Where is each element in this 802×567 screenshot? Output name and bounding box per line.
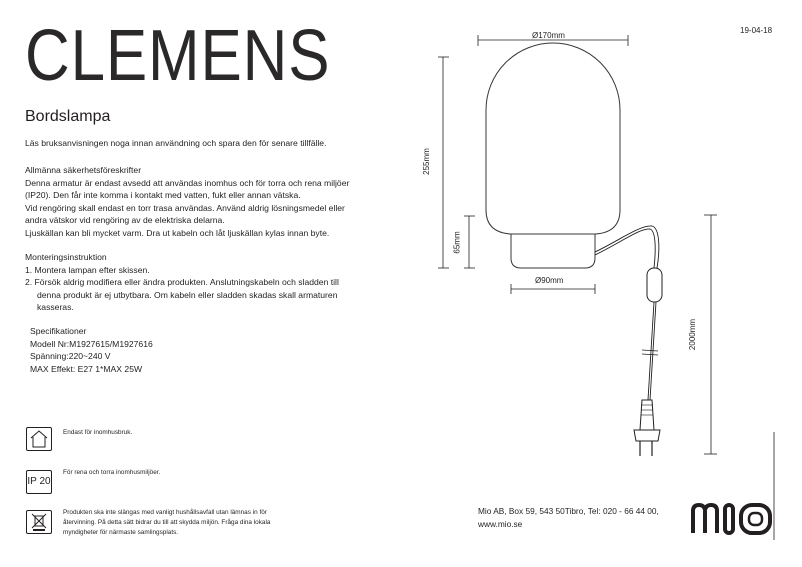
dim-label-base-width: Ø90mm bbox=[535, 276, 564, 285]
safety-line: Vid rengöring skall endast en torr trasa användas. Använd aldrig lösningsmedel eller bbox=[25, 202, 345, 213]
ip20-badge: IP 20 bbox=[26, 470, 52, 494]
cord-switch bbox=[647, 268, 662, 302]
specs-model: Modell Nr:M1927615/M1927616 bbox=[30, 338, 153, 349]
company-website: www.mio.se bbox=[478, 519, 523, 529]
mounting-step-1: 1. Montera lampan efter skissen. bbox=[25, 264, 150, 275]
mounting-step-2: 2. Försök aldrig modifiera eller ändra produkten. Anslutningskabeln och sladden till bbox=[25, 277, 339, 288]
dim-label-top-width: Ø170mm bbox=[532, 31, 565, 40]
product-subtitle: Bordslampa bbox=[25, 108, 111, 125]
brand-title: CLEMENS bbox=[25, 16, 331, 96]
mounting-heading: Monteringsinstruktion bbox=[25, 252, 107, 262]
document-date: 19-04-18 bbox=[740, 26, 773, 35]
safety-line: Ljuskällan kan bli mycket varm. Dra ut kabeln och låt ljuskällan kylas innan byte. bbox=[25, 227, 330, 238]
specs-effect: MAX Effekt: E27 1*MAX 25W bbox=[30, 363, 143, 374]
lamp-base-shape bbox=[511, 234, 595, 268]
company-info bbox=[478, 505, 659, 531]
specs-voltage: Spänning:220~240 V bbox=[30, 351, 111, 362]
weee-line: Produkten ska inte slängas med vanligt hushållsavfall utan lämnas in för bbox=[63, 509, 267, 516]
dim-label-total-height: 255mm bbox=[421, 148, 431, 175]
mio-logo bbox=[690, 501, 775, 542]
mounting-step-2-cont: kasseras. bbox=[37, 302, 74, 313]
specs-heading: Specifikationer bbox=[30, 326, 87, 336]
weee-line: återvinning. På detta sätt bidrar du till att skydda miljön. Fråga dina lokala bbox=[63, 519, 271, 526]
indoor-text: Endast för inomhusbruk. bbox=[63, 429, 133, 436]
mounting-step-2-cont: denna produkt är ej utbytbara. Om kabeln eller sladden skadas skall armaturen bbox=[37, 289, 338, 300]
weee-line: myndigheter för närmaste samlingsplats. bbox=[63, 529, 179, 536]
safety-line: andra vätskor vid rengöring av de elektriska delarna. bbox=[25, 215, 225, 226]
ip20-text: För rena och torra inomhusmiljöer. bbox=[63, 469, 161, 476]
safety-heading: Allmänna säkerhetsföreskrifter bbox=[25, 165, 142, 175]
dim-label-base-height: 65mm bbox=[452, 231, 462, 254]
dim-label-cord-length: 2000mm bbox=[688, 318, 698, 351]
safety-line: (IP20). Den får inte komma i kontakt med vatten, fukt eller annan vätska. bbox=[25, 190, 301, 201]
company-address: Mio AB, Box 59, 543 50Tibro, Tel: 020 - 66 44 00, bbox=[478, 506, 659, 516]
lamp-globe-shape bbox=[486, 43, 620, 234]
safety-line: Denna armatur är endast avsedd att användas inomhus och för torra och rena miljöer bbox=[25, 177, 350, 188]
intro-text: Läs bruksanvisningen noga innan användning och spara den för senare tillfälle. bbox=[25, 138, 327, 148]
